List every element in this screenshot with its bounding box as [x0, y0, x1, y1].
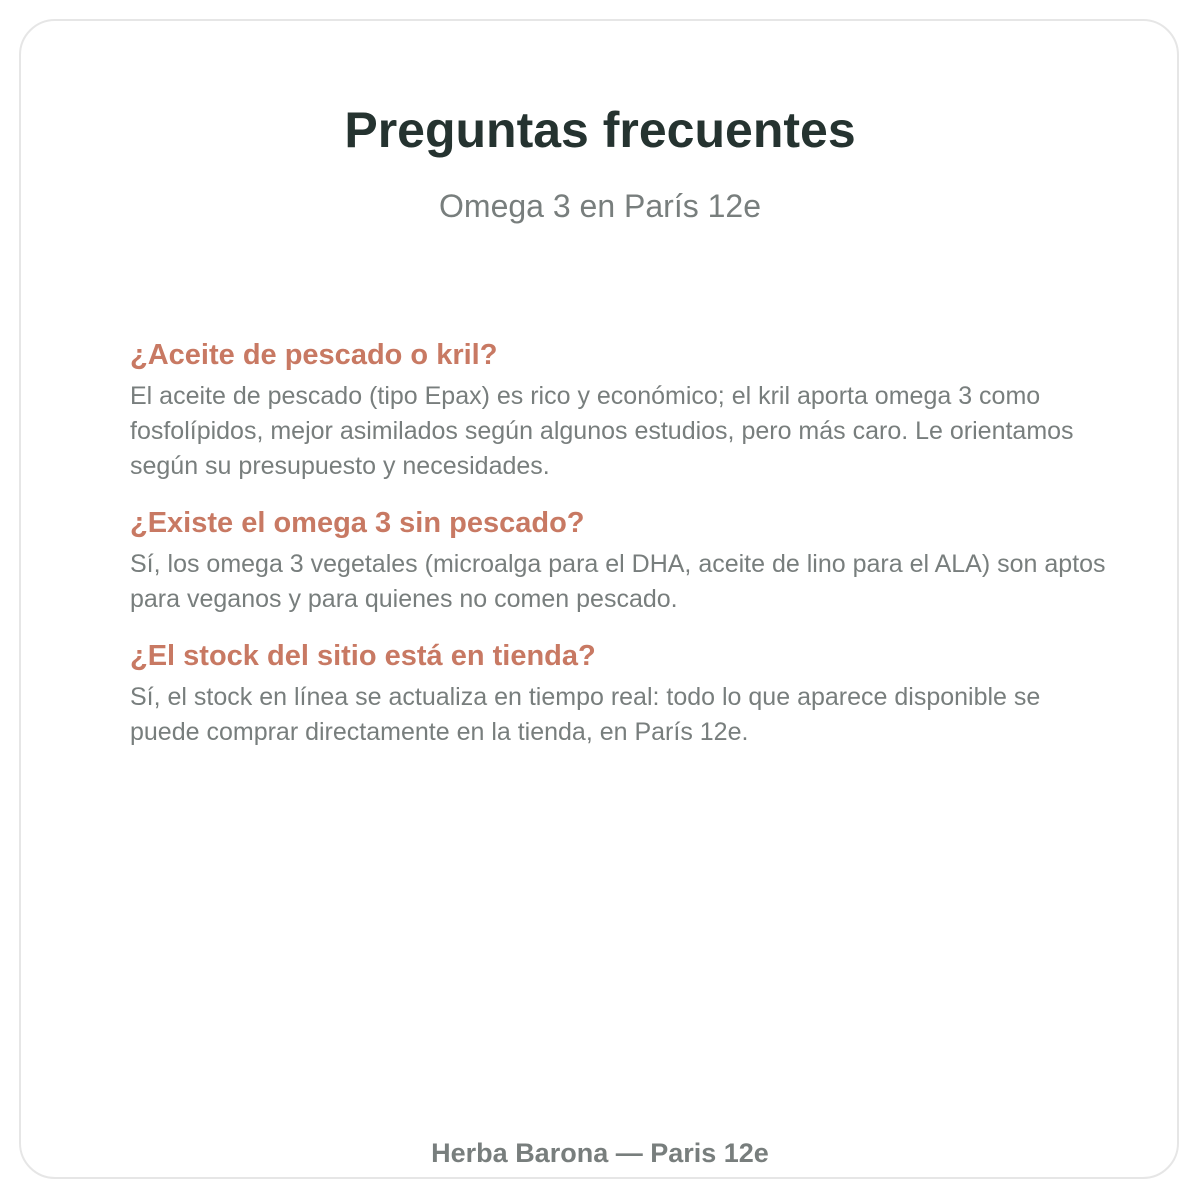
faq-item: [130, 335, 1110, 484]
faq-question: ¿Existe el omega 3 sin pescado?: [130, 507, 585, 539]
page-subtitle: Omega 3 en París 12e: [439, 188, 761, 224]
faq-answer: Sí, el stock en línea se actualiza en tiempo real: todo lo que aparece disponible se puede comprar directamente en la tienda, en París 12e.: [130, 683, 1041, 746]
faq-answer: El aceite de pescado (tipo Epax) es rico y económico; el kril aporta omega 3 como fosfolípidos, mejor asimilados según algunos estudios, pero más caro. Le orientamos según su presupuesto y necesidades.: [130, 382, 1074, 480]
faq-list: [130, 335, 1110, 769]
faq-answer: Sí, los omega 3 vegetales (microalga para el DHA, aceite de lino para el ALA) son aptos para veganos y para quienes no comen pescado.: [130, 550, 1106, 613]
page-title: Preguntas frecuentes: [344, 102, 856, 158]
faq-item: [130, 503, 1110, 617]
faq-item: [130, 636, 1110, 750]
faq-question: ¿El stock del sitio está en tienda?: [130, 640, 596, 672]
footer-brand: Herba Barona — Paris 12e: [431, 1138, 769, 1168]
faq-question: ¿Aceite de pescado o kril?: [130, 339, 498, 371]
